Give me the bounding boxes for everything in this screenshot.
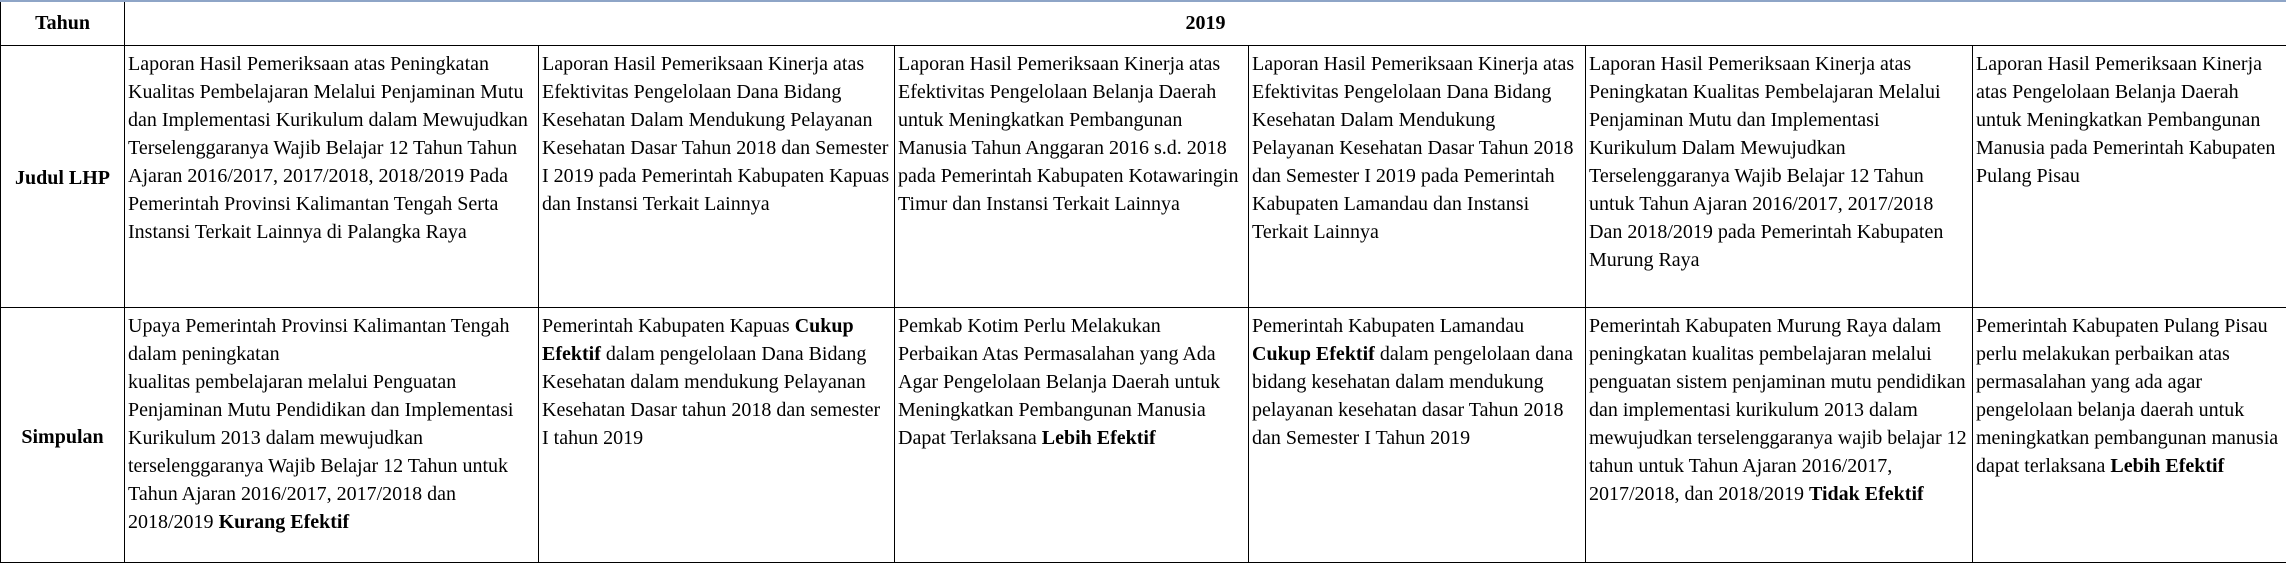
- simpulan-label-cell: Simpulan: [1, 307, 125, 562]
- judul-cell-6: Laporan Hasil Pemeriksaan Kinerja atas Pengelolaan Belanja Daerah untuk Meningkatkan Pembangunan Manusia pada Pemerintah Kabupaten Pulang Pisau: [1973, 45, 2286, 307]
- simpulan-row: [1, 307, 2286, 562]
- judul-row: [1, 45, 2286, 307]
- judul-cell-2: Laporan Hasil Pemeriksaan Kinerja atas Efektivitas Pengelolaan Dana Bidang Kesehatan Dalam Mendukung Pelayanan Kesehatan Dasar Tahun 2018 dan Semester I 2019 pada Pemerintah Kabupaten Kapuas dan Instansi Terkait Lainnya: [539, 45, 895, 307]
- simpulan-verdict: Cukup Efektif: [542, 315, 854, 365]
- judul-label-cell: Judul LHP: [1, 45, 125, 307]
- simpulan-cell-3: [895, 307, 1249, 562]
- simpulan-text: dalam pengelolaan dana bidang kesehatan dalam mendukung pelayanan kesehatan dasar Tahun 2018 dan Semester I Tahun 2019: [1252, 343, 1573, 449]
- judul-cell-5: Laporan Hasil Pemeriksaan Kinerja atas Peningkatan Kualitas Pembelajaran Melalui Penjaminan Mutu dan Implementasi Kurikulum Dalam Mewujudkan Terselenggaranya Wajib Belajar 12 Tahun untuk Tahun Ajaran 2016/2017, 2017/2018 Dan 2018/2019 pada Pemerintah Kabupaten Murung Raya: [1586, 45, 1973, 307]
- simpulan-cell-4: [1249, 307, 1586, 562]
- header-tahun-cell: Tahun: [1, 1, 125, 45]
- header-row: [1, 1, 2286, 45]
- simpulan-cell-1: [125, 307, 539, 562]
- simpulan-verdict: Lebih Efektif: [1042, 427, 1156, 449]
- simpulan-verdict: Tidak Efektif: [1809, 483, 1924, 505]
- simpulan-verdict: Cukup Efektif: [1252, 343, 1375, 365]
- simpulan-cell-5: [1586, 307, 1973, 562]
- header-year-cell: 2019: [125, 1, 2286, 45]
- simpulan-verdict: Kurang Efektif: [219, 511, 350, 533]
- simpulan-text: kualitas pembelajaran melalui Penguatan Penjaminan Mutu Pendidikan dan Implementasi Kurikulum 2013 dalam mewujudkan terselenggaranya Wajib Belajar 12 Tahun untuk Tahun Ajaran 2016/2017, 2017/2018 dan 2018/2019: [128, 371, 514, 533]
- judul-cell-1: Laporan Hasil Pemeriksaan atas Peningkatan Kualitas Pembelajaran Melalui Penjaminan Mutu dan Implementasi Kurikulum dalam Mewujudkan Terselenggaranya Wajib Belajar 12 Tahun Tahun Ajaran 2016/2017, 2017/2018, 2018/2019 Pada Pemerintah Provinsi Kalimantan Tengah Serta Instansi Terkait Lainnya di Palangka Raya: [125, 45, 539, 307]
- judul-cell-3: Laporan Hasil Pemeriksaan Kinerja atas Efektivitas Pengelolaan Belanja Daerah untuk Meningkatkan Pembangunan Manusia Tahun Anggaran 2016 s.d. 2018 pada Pemerintah Kabupaten Kotawaringin Timur dan Instansi Terkait Lainnya: [895, 45, 1249, 307]
- simpulan-text: Pemerintah Kabupaten Pulang Pisau perlu melakukan perbaikan atas permasalahan yang ada agar pengelolaan belanja daerah untuk meningkatkan pembangunan manusia dapat terlaksana: [1976, 315, 2278, 477]
- simpulan-cell-6: [1973, 307, 2286, 562]
- simpulan-text: Pemkab Kotim Perlu Melakukan Perbaikan Atas Permasalahan yang Ada Agar Pengelolaan Belanja Daerah untuk Meningkatkan Pembangunan Manusia Dapat Terlaksana: [898, 315, 1220, 449]
- judul-cell-4: Laporan Hasil Pemeriksaan Kinerja atas Efektivitas Pengelolaan Dana Bidang Kesehatan Dalam Mendukung Pelayanan Kesehatan Dasar Tahun 2018 dan Semester I 2019 pada Pemerintah Kabupaten Lamandau dan Instansi Terkait Lainnya: [1249, 45, 1586, 307]
- simpulan-text: Pemerintah Kabupaten Lamandau: [1252, 315, 1524, 337]
- simpulan-text: Pemerintah Kabupaten Kapuas: [542, 315, 795, 337]
- simpulan-text: dalam pengelolaan Dana Bidang Kesehatan dalam mendukung Pelayanan Kesehatan Dasar tahun 2018 dan semester I tahun 2019: [542, 343, 880, 449]
- simpulan-text: Pemerintah Kabupaten Murung Raya dalam peningkatan kualitas pembelajaran melalui penguatan sistem penjaminan mutu pendidikan dan implementasi kurikulum 2013 dalam mewujudkan terselenggaranya wajib belajar 12 tahun untuk Tahun Ajaran 2016/2017, 2017/2018, dan 2018/2019: [1589, 315, 1967, 505]
- simpulan-cell-2: [539, 307, 895, 562]
- simpulan-verdict: Lebih Efektif: [2110, 455, 2224, 477]
- simpulan-text-line: Upaya Pemerintah Provinsi Kalimantan Tengah dalam peningkatan: [128, 315, 509, 365]
